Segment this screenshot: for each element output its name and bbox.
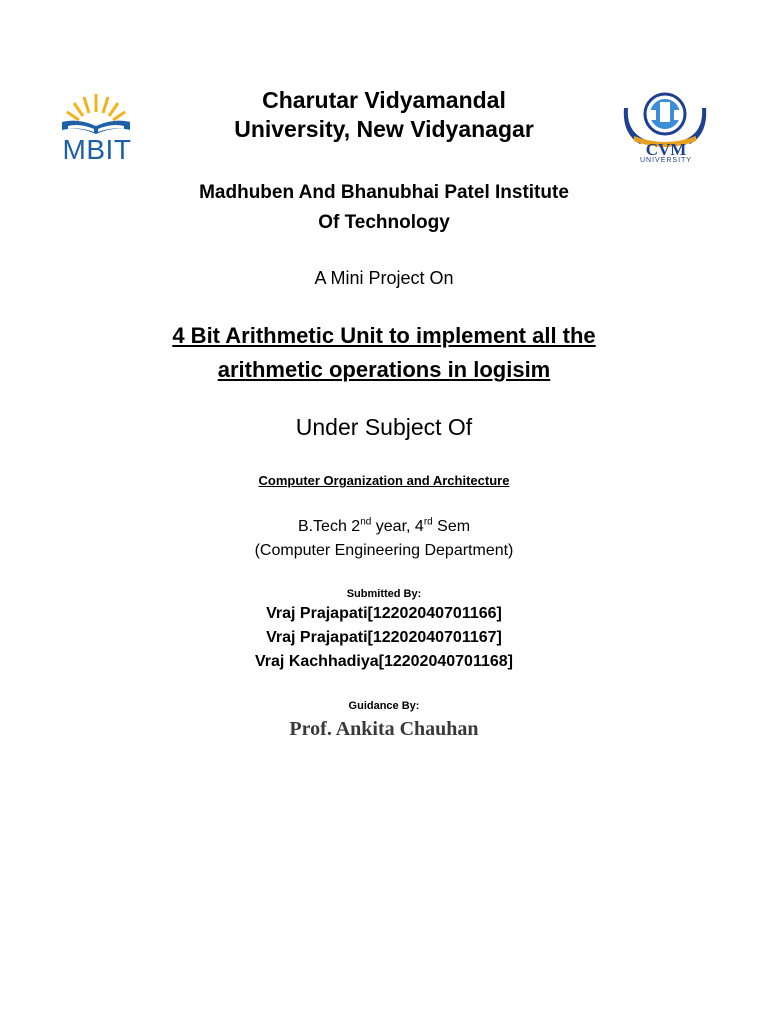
guide-name: Prof. Ankita Chauhan [289, 718, 479, 740]
institute-line2: Of Technology [318, 212, 450, 233]
mbit-logo-text: MBIT [62, 134, 132, 165]
intro-text: A Mini Project On [314, 268, 454, 288]
under-subject-label: Under Subject Of [295, 414, 473, 440]
cvm-logo-text: CVM [645, 140, 687, 159]
cvm-logo-subtext: UNIVERSITY [639, 157, 692, 164]
program-suffix: Sem [432, 518, 471, 535]
project-title-line1: 4 Bit Arithmetic Unit to implement all the [172, 323, 596, 348]
university-line2: University, New Vidyanagar [234, 116, 534, 142]
program-sup2: rd [423, 516, 433, 528]
member-item: Vraj Prajapati[12202040701167] [266, 629, 502, 646]
institute-heading [0, 178, 768, 238]
university-heading [0, 86, 768, 144]
guidance-label: Guidance By: [348, 700, 420, 712]
member-item: Vraj Kachhadiya[12202040701168] [255, 653, 513, 670]
subject-name: Computer Organization and Architecture [258, 473, 510, 488]
submitted-by-label: Submitted By: [346, 588, 422, 600]
program-sup1: nd [360, 516, 372, 528]
institute-line1: Madhuben And Bhanubhai Patel Institute [199, 182, 569, 203]
program-line [0, 515, 768, 539]
department-line: (Computer Engineering Department) [254, 542, 514, 559]
program-prefix: B.Tech 2 [297, 518, 361, 535]
university-line1: Charutar Vidyamandal [262, 87, 506, 113]
project-title [0, 319, 768, 387]
member-list [0, 602, 768, 674]
project-title-line2: arithmetic operations in logisim [217, 357, 551, 382]
program-middle: year, 4 [371, 518, 424, 535]
member-item: Vraj Prajapati[12202040701166] [266, 605, 502, 622]
